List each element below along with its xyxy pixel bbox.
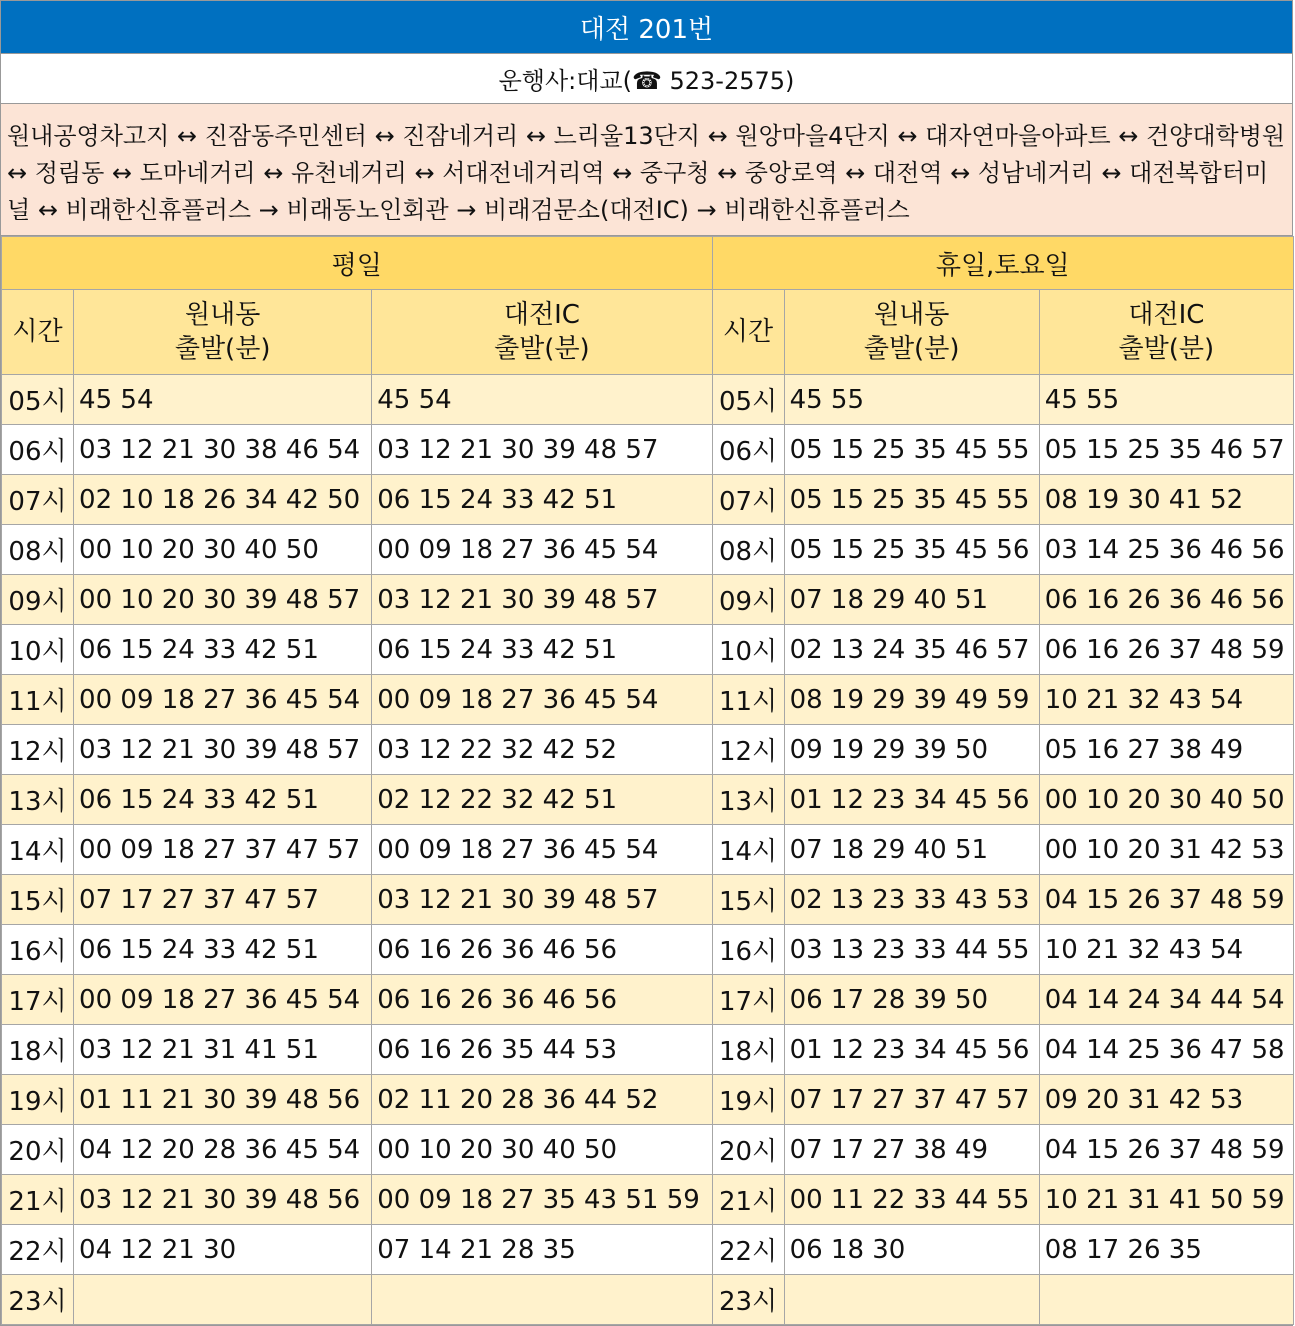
- table-row: [2, 625, 1294, 675]
- weekday-daejeonic-cell: 00 09 18 27 35 43 51 59: [372, 1175, 712, 1225]
- hour-cell: 11시: [2, 675, 74, 725]
- weekday-wonnae-cell: 00 10 20 30 39 48 57: [74, 575, 372, 625]
- table-row: [2, 1125, 1294, 1175]
- holiday-daejeonic-cell: 06 16 26 37 48 59: [1039, 625, 1293, 675]
- holiday-daejeonic-cell: 05 15 25 35 46 57: [1039, 425, 1293, 475]
- holiday-wonnae-cell: 05 15 25 35 45 56: [784, 525, 1039, 575]
- hour-cell: 23시: [2, 1275, 74, 1325]
- weekday-daejeonic-cell: 06 15 24 33 42 51: [372, 475, 712, 525]
- weekday-wonnae-cell: 45 54: [74, 375, 372, 425]
- weekday-daejeonic-cell: 06 16 26 36 46 56: [372, 925, 712, 975]
- weekday-daejeonic-cell: 03 12 21 30 39 48 57: [372, 575, 712, 625]
- hour-cell: 20시: [712, 1125, 784, 1175]
- table-row: [2, 675, 1294, 725]
- route-description: 원내공영차고지 ↔ 진잠동주민센터 ↔ 진잠네거리 ↔ 느리울13단지 ↔ 원앙마을4단지 ↔ 대자연마을아파트 ↔ 건양대학병원 ↔ 정림동 ↔ 도마네거리 ↔ 유천네거리 ↔ 서대전네거리역 ↔ 중구청 ↔ 중앙로역 ↔ 대전역 ↔ 성남네거리 ↔ 대전복합터미널 ↔ 비래한신휴플러스 → 비래동노인회관 → 비래검문소(대전IC) → 비래한신휴플러스: [1, 104, 1292, 236]
- holiday-wonnae-cell: 45 55: [784, 375, 1039, 425]
- hour-cell: 22시: [712, 1225, 784, 1275]
- hour-cell: 12시: [2, 725, 74, 775]
- hour-cell: 14시: [2, 825, 74, 875]
- table-row: [2, 725, 1294, 775]
- holiday-wonnae-cell: [784, 1275, 1039, 1325]
- hour-cell: 10시: [2, 625, 74, 675]
- weekday-daejeonic-cell: 06 15 24 33 42 51: [372, 625, 712, 675]
- weekday-wonnae-header: 원내동 출발(분): [74, 290, 372, 375]
- weekday-daejeonic-cell: 00 10 20 30 40 50: [372, 1125, 712, 1175]
- holiday-daejeonic-cell: 08 17 26 35: [1039, 1225, 1293, 1275]
- hour-cell: 09시: [712, 575, 784, 625]
- holiday-daejeonic-cell: 04 14 25 36 47 58: [1039, 1025, 1293, 1075]
- hour-cell: 10시: [712, 625, 784, 675]
- weekday-wonnae-cell: 03 12 21 30 39 48 57: [74, 725, 372, 775]
- table-row: [2, 975, 1294, 1025]
- holiday-wonnae-cell: 03 13 23 33 44 55: [784, 925, 1039, 975]
- holiday-daejeonic-cell: 09 20 31 42 53: [1039, 1075, 1293, 1125]
- table-row: [2, 1075, 1294, 1125]
- holiday-wonnae-cell: 08 19 29 39 49 59: [784, 675, 1039, 725]
- holiday-wonnae-cell: 06 17 28 39 50: [784, 975, 1039, 1025]
- holiday-wonnae-cell: 07 17 27 37 47 57: [784, 1075, 1039, 1125]
- weekday-wonnae-cell: 00 09 18 27 36 45 54: [74, 975, 372, 1025]
- holiday-wonnae-cell: 00 11 22 33 44 55: [784, 1175, 1039, 1225]
- holiday-daejeonic-cell: 04 15 26 37 48 59: [1039, 875, 1293, 925]
- holiday-wonnae-cell: 02 13 23 33 43 53: [784, 875, 1039, 925]
- weekday-daejeonic-cell: 03 12 22 32 42 52: [372, 725, 712, 775]
- weekday-daejeonic-cell: 02 12 22 32 42 51: [372, 775, 712, 825]
- operator-info: 운행사:대교(☎ 523-2575): [1, 54, 1292, 104]
- hour-cell: 07시: [2, 475, 74, 525]
- table-row: [2, 525, 1294, 575]
- table-row: [2, 1275, 1294, 1325]
- hour-cell: 08시: [2, 525, 74, 575]
- holiday-daejeonic-cell: 00 10 20 30 40 50: [1039, 775, 1293, 825]
- hour-cell: 05시: [2, 375, 74, 425]
- holiday-wonnae-cell: 05 15 25 35 45 55: [784, 425, 1039, 475]
- weekday-wonnae-cell: 03 12 21 30 39 48 56: [74, 1175, 372, 1225]
- holiday-wonnae-cell: 07 18 29 40 51: [784, 575, 1039, 625]
- weekday-wonnae-cell: 06 15 24 33 42 51: [74, 775, 372, 825]
- table-row: [2, 575, 1294, 625]
- hour-cell: 19시: [2, 1075, 74, 1125]
- table-row: [2, 1225, 1294, 1275]
- holiday-daejeonic-cell: 04 14 24 34 44 54: [1039, 975, 1293, 1025]
- holiday-wonnae-cell: 07 17 27 38 49: [784, 1125, 1039, 1175]
- table-row: [2, 875, 1294, 925]
- hour-cell: 09시: [2, 575, 74, 625]
- table-row: [2, 425, 1294, 475]
- hour-cell: 13시: [712, 775, 784, 825]
- hour-cell: 06시: [712, 425, 784, 475]
- hour-cell: 17시: [2, 975, 74, 1025]
- hour-cell: 11시: [712, 675, 784, 725]
- weekday-wonnae-cell: 00 09 18 27 36 45 54: [74, 675, 372, 725]
- weekday-daejeonic-cell: 06 16 26 35 44 53: [372, 1025, 712, 1075]
- page-title: 대전 201번: [1, 1, 1292, 54]
- holiday-daejeonic-cell: 05 16 27 38 49: [1039, 725, 1293, 775]
- schedule-table: [1, 236, 1294, 1325]
- weekday-daejeonic-cell: [372, 1275, 712, 1325]
- table-row: [2, 375, 1294, 425]
- hour-cell: 12시: [712, 725, 784, 775]
- hour-cell: 17시: [712, 975, 784, 1025]
- weekday-wonnae-cell: 06 15 24 33 42 51: [74, 625, 372, 675]
- hour-cell: 18시: [712, 1025, 784, 1075]
- table-row: [2, 925, 1294, 975]
- hour-cell: 23시: [712, 1275, 784, 1325]
- hour-cell: 13시: [2, 775, 74, 825]
- hour-cell: 08시: [712, 525, 784, 575]
- holiday-wonnae-cell: 02 13 24 35 46 57: [784, 625, 1039, 675]
- holiday-daejeonic-cell: [1039, 1275, 1293, 1325]
- hour-cell: 07시: [712, 475, 784, 525]
- weekday-wonnae-cell: 06 15 24 33 42 51: [74, 925, 372, 975]
- hour-cell: 15시: [712, 875, 784, 925]
- hour-cell: 15시: [2, 875, 74, 925]
- hour-cell: 21시: [2, 1175, 74, 1225]
- hour-cell: 22시: [2, 1225, 74, 1275]
- hour-cell: 21시: [712, 1175, 784, 1225]
- hour-cell: 16시: [2, 925, 74, 975]
- table-row: [2, 775, 1294, 825]
- table-row: [2, 475, 1294, 525]
- weekday-wonnae-cell: 02 10 18 26 34 42 50: [74, 475, 372, 525]
- hour-cell: 19시: [712, 1075, 784, 1125]
- weekday-daejeonic-cell: 07 14 21 28 35: [372, 1225, 712, 1275]
- hour-cell: 14시: [712, 825, 784, 875]
- weekday-header: 평일: [2, 237, 713, 290]
- hour-cell: 05시: [712, 375, 784, 425]
- holiday-daejeonic-cell: 10 21 32 43 54: [1039, 925, 1293, 975]
- weekday-wonnae-cell: [74, 1275, 372, 1325]
- weekday-time-header: 시간: [2, 290, 74, 375]
- weekday-wonnae-cell: 01 11 21 30 39 48 56: [74, 1075, 372, 1125]
- weekday-daejeonic-cell: 03 12 21 30 39 48 57: [372, 425, 712, 475]
- weekday-wonnae-cell: 00 09 18 27 37 47 57: [74, 825, 372, 875]
- holiday-wonnae-cell: 05 15 25 35 45 55: [784, 475, 1039, 525]
- weekday-wonnae-cell: 03 12 21 31 41 51: [74, 1025, 372, 1075]
- weekday-wonnae-cell: 00 10 20 30 40 50: [74, 525, 372, 575]
- holiday-time-header: 시간: [712, 290, 784, 375]
- table-row: [2, 1175, 1294, 1225]
- table-row: [2, 1025, 1294, 1075]
- weekday-daejeonic-cell: 00 09 18 27 36 45 54: [372, 675, 712, 725]
- holiday-daejeonic-cell: 08 19 30 41 52: [1039, 475, 1293, 525]
- holiday-wonnae-cell: 07 18 29 40 51: [784, 825, 1039, 875]
- holiday-daejeonic-cell: 10 21 32 43 54: [1039, 675, 1293, 725]
- weekday-daejeonic-cell: 00 09 18 27 36 45 54: [372, 825, 712, 875]
- table-row: [2, 825, 1294, 875]
- weekday-wonnae-cell: 03 12 21 30 38 46 54: [74, 425, 372, 475]
- holiday-daejeonic-cell: 45 55: [1039, 375, 1293, 425]
- holiday-daejeonic-header: 대전IC 출발(분): [1039, 290, 1293, 375]
- weekday-wonnae-cell: 04 12 20 28 36 45 54: [74, 1125, 372, 1175]
- hour-cell: 20시: [2, 1125, 74, 1175]
- weekday-daejeonic-cell: 02 11 20 28 36 44 52: [372, 1075, 712, 1125]
- weekday-daejeonic-cell: 00 09 18 27 36 45 54: [372, 525, 712, 575]
- hour-cell: 16시: [712, 925, 784, 975]
- holiday-wonnae-cell: 06 18 30: [784, 1225, 1039, 1275]
- weekday-wonnae-cell: 04 12 21 30: [74, 1225, 372, 1275]
- holiday-daejeonic-cell: 03 14 25 36 46 56: [1039, 525, 1293, 575]
- hour-cell: 18시: [2, 1025, 74, 1075]
- hour-cell: 06시: [2, 425, 74, 475]
- weekday-daejeonic-header: 대전IC 출발(분): [372, 290, 712, 375]
- holiday-wonnae-cell: 09 19 29 39 50: [784, 725, 1039, 775]
- holiday-daejeonic-cell: 06 16 26 36 46 56: [1039, 575, 1293, 625]
- holiday-daejeonic-cell: 10 21 31 41 50 59: [1039, 1175, 1293, 1225]
- weekday-wonnae-cell: 07 17 27 37 47 57: [74, 875, 372, 925]
- holiday-header: 휴일,토요일: [712, 237, 1293, 290]
- holiday-wonnae-cell: 01 12 23 34 45 56: [784, 1025, 1039, 1075]
- holiday-daejeonic-cell: 04 15 26 37 48 59: [1039, 1125, 1293, 1175]
- weekday-daejeonic-cell: 03 12 21 30 39 48 57: [372, 875, 712, 925]
- holiday-wonnae-header: 원내동 출발(분): [784, 290, 1039, 375]
- weekday-daejeonic-cell: 06 16 26 36 46 56: [372, 975, 712, 1025]
- holiday-daejeonic-cell: 00 10 20 31 42 53: [1039, 825, 1293, 875]
- holiday-wonnae-cell: 01 12 23 34 45 56: [784, 775, 1039, 825]
- weekday-daejeonic-cell: 45 54: [372, 375, 712, 425]
